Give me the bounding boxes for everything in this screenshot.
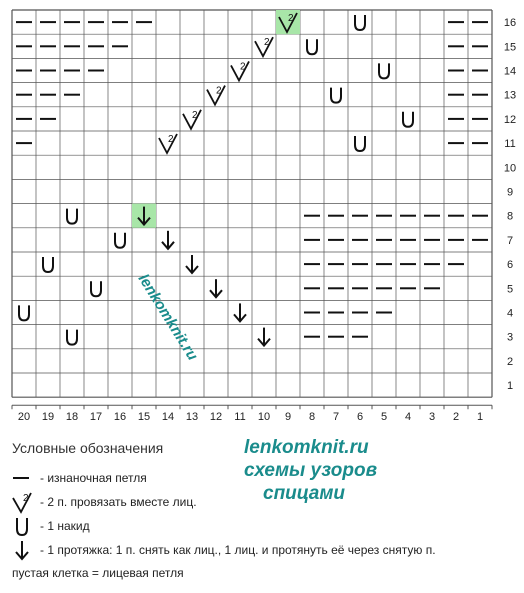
legend-pull-text: - 1 протяжка: 1 п. снять как лиц., 1 лиц. и протянуть её через снятую п. (40, 543, 436, 557)
yarn-over-symbol (355, 136, 365, 151)
purl-dash-icon (10, 466, 34, 490)
legend-k2tog-text: - 2 п. провязать вместе лиц. (40, 495, 197, 509)
k2tog-symbol (207, 86, 225, 105)
watermark: lenkomknit.ru (134, 271, 202, 364)
row-number: 8 (506, 210, 514, 223)
row-number: 4 (506, 307, 514, 320)
column-number: 20 (17, 411, 31, 424)
svg-text:2: 2 (168, 134, 174, 145)
pull-through-arrow-icon (10, 538, 34, 562)
svg-text:2: 2 (264, 37, 270, 49)
column-number: 9 (284, 411, 292, 424)
row-number: 6 (506, 259, 514, 272)
column-number: 13 (185, 411, 199, 424)
column-number: 2 (452, 411, 460, 424)
row-number: 12 (503, 113, 517, 126)
yarn-over-symbol (43, 257, 53, 272)
row-number: 2 (506, 355, 514, 368)
legend-title: Условные обозначения (12, 440, 164, 456)
column-number: 5 (380, 411, 388, 424)
row-number: 11 (504, 138, 516, 151)
column-number: 14 (161, 411, 175, 424)
yarn-over-symbol (67, 330, 77, 345)
column-number: 6 (356, 411, 364, 424)
yarn-over-symbol (19, 305, 29, 320)
row-number: 13 (503, 89, 517, 102)
yarn-over-symbol (91, 281, 101, 296)
column-number: 15 (137, 411, 151, 424)
yarn-over-icon (10, 514, 34, 538)
column-number: 19 (41, 411, 55, 424)
yarn-over-symbol (331, 88, 341, 103)
yarn-over-symbol (379, 63, 389, 78)
row-number: 5 (506, 283, 514, 296)
k2tog-icon (10, 490, 34, 514)
column-number: 7 (332, 411, 340, 424)
legend-item-yo (10, 514, 90, 538)
k2tog-symbol (183, 110, 201, 129)
brand-subtitle-1: схемы узоров (244, 460, 378, 481)
column-number: 11 (234, 411, 246, 424)
chart-grid (12, 10, 492, 397)
yarn-over-symbol (307, 39, 317, 54)
yarn-over-symbol (115, 233, 125, 248)
column-number: 16 (113, 411, 127, 424)
column-number: 12 (209, 411, 223, 424)
legend-yo-text: - 1 накид (40, 519, 90, 533)
yarn-over-symbol (355, 15, 365, 30)
row-number: 15 (503, 41, 517, 54)
column-number: 3 (428, 411, 436, 424)
pull-through-symbol (210, 279, 222, 297)
yarn-over-symbol (403, 112, 413, 127)
legend-item-purl (10, 466, 147, 490)
column-number: 10 (257, 411, 271, 424)
svg-text:2: 2 (192, 109, 198, 121)
brand-subtitle-2: спицами (263, 483, 346, 504)
svg-text:2: 2 (23, 493, 29, 504)
row-number: 9 (506, 186, 514, 199)
row-number: 7 (506, 234, 514, 247)
svg-text:2: 2 (288, 13, 294, 24)
svg-text:2: 2 (240, 61, 246, 73)
column-number: 4 (404, 411, 412, 424)
column-number: 18 (65, 411, 79, 424)
legend-item-k2tog (10, 490, 197, 514)
chart-labels (12, 17, 516, 423)
k2tog-symbol (255, 37, 273, 56)
column-number: 17 (89, 411, 103, 424)
column-number: 8 (308, 411, 316, 424)
column-number: 1 (476, 411, 484, 424)
k2tog-symbol (231, 61, 249, 80)
row-number: 3 (506, 331, 514, 344)
pull-through-symbol (258, 328, 270, 346)
row-number: 10 (503, 162, 517, 175)
k2tog-symbol (159, 134, 177, 153)
yarn-over-symbol (67, 209, 77, 224)
row-number: 16 (503, 17, 517, 30)
row-number: 1 (506, 380, 514, 393)
legend-purl-text: - изнаночная петля (40, 471, 147, 485)
legend-item-pull (10, 538, 436, 562)
row-number: 14 (503, 65, 517, 78)
brand-url: lenkomknit.ru (244, 437, 369, 458)
pull-through-symbol (162, 231, 174, 249)
legend-empty-cell-text: пустая клетка = лицевая петля (12, 566, 184, 580)
pull-through-symbol (186, 255, 198, 273)
svg-text:2: 2 (216, 85, 222, 97)
pull-through-symbol (234, 303, 246, 321)
